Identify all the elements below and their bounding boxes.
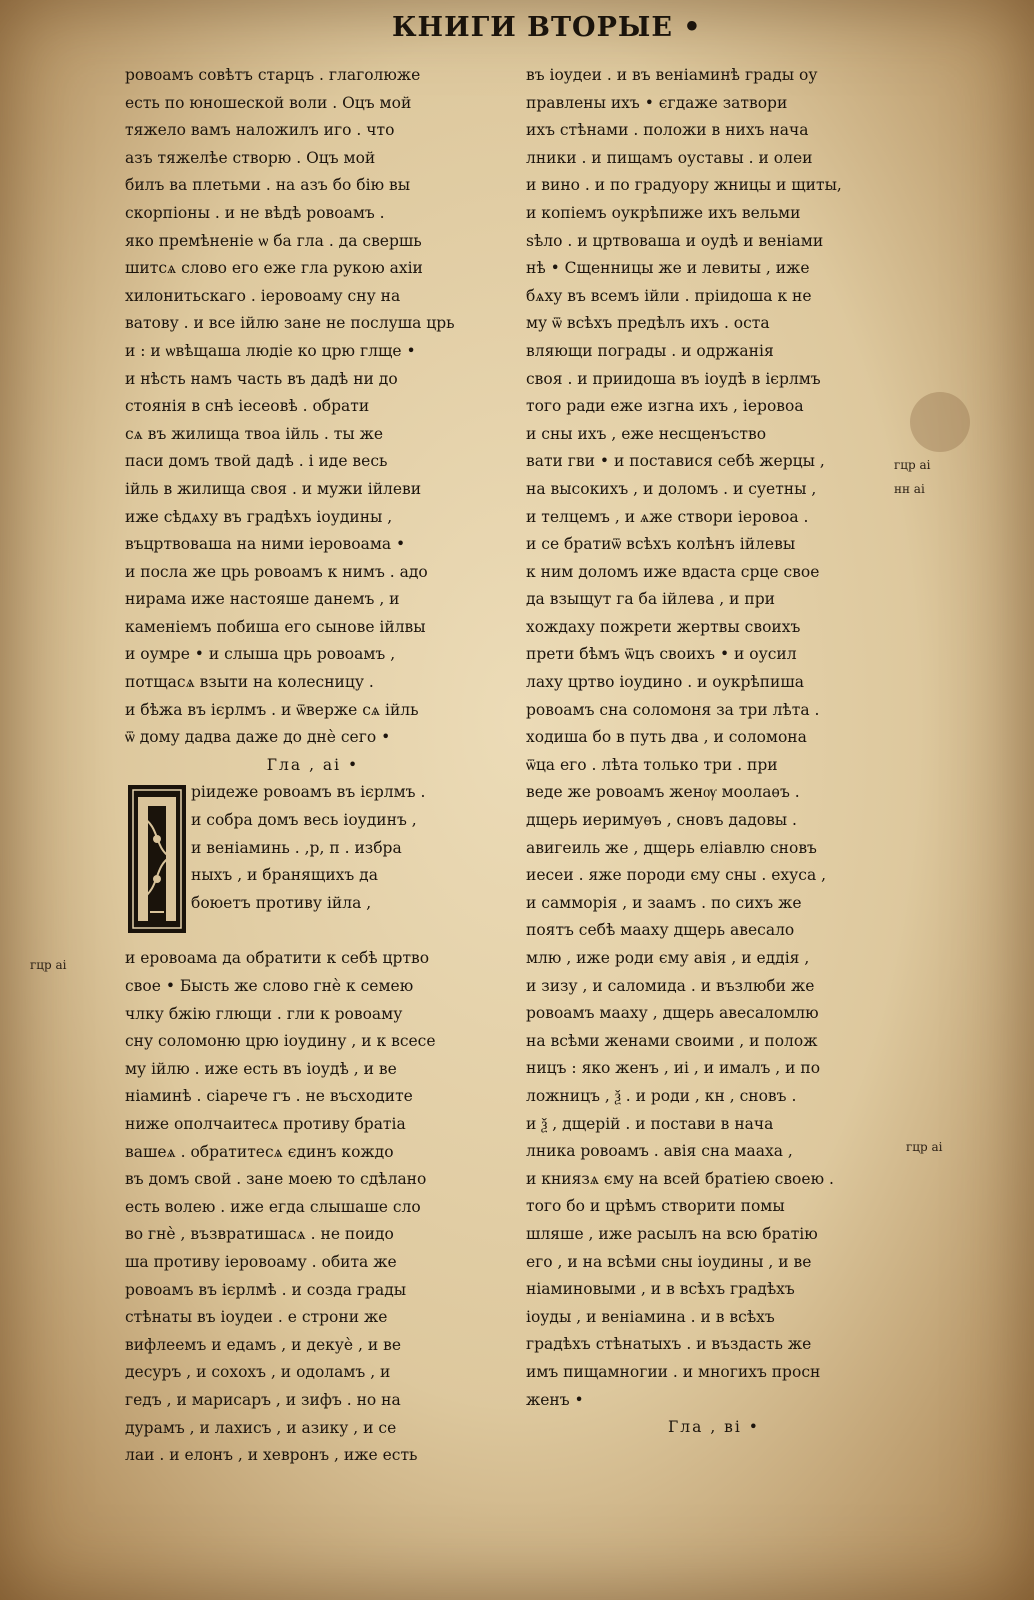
text-line: и сны ихъ , еже несщенъство [526,424,767,443]
text-line: шляше , иже расылъ на всю братію [526,1224,818,1243]
text-line: шитсѧ слово его еже гла рукою ахіи [125,259,423,278]
initial-adjacent-text [191,779,501,917]
text-line: билъ ва плетьми . на азъ бо бію вы [125,176,411,195]
text-line: иесеи . яже породи єму сны . ехуса , [526,866,827,885]
text-line: и се братиѿ всѣхъ колѣнъ ійлевы [526,535,796,554]
text-line: сну соломоню црю іоудину , и к всесе [125,1032,436,1051]
chapter-opening [125,779,501,945]
text-line: паси домъ твой дадѣ . і иде весь [125,452,388,471]
text-line: и еровоама да обратити к себѣ цртво [125,949,430,968]
text-line: ницъ : яко женъ , иі , и ималъ , и по [526,1059,821,1078]
text-line: ложницъ , ѯ . и роди , кн , сновъ . [526,1086,797,1105]
running-head: КНИГИ ВТОРЫЕ • [392,12,702,43]
text-line: въ іоудеи . и въ веніаминѣ грады оу [526,66,818,84]
text-line: во гнѐ , възвратишасѧ . не поидо [125,1225,394,1244]
text-line: азъ тяжелѣе створю . Оцъ мой [125,148,376,167]
text-line: иже сѣдѧху въ градѣхъ іоудины , [125,507,393,526]
text-line: тяжело вамъ наложилъ иго . что [125,121,395,140]
text-line: ріидеже ровоамъ въ ієрлмъ . [191,783,426,802]
text-line: ѿ дому дадва даже до днѐ сего • [125,728,391,747]
text-line: му ѿ всѣхъ предѣлъ ихъ . оста [526,314,770,333]
text-line: к ним доломъ иже вдаста срце свое [526,562,820,581]
text-line: лники . и пищамъ оуставы . и олеи [526,148,813,167]
text-line: яко премѣненіе ѡ ба гла . да свершь [125,231,422,250]
text-line: ниже ополчаитесѧ противу братіа [125,1115,406,1133]
text-line: и посла же црь ровоамъ к нимъ . адо [125,562,428,581]
text-line: ніаминовыми , и в всѣхъ градѣхъ [526,1280,795,1299]
text-line: и собра домъ весь іоудинъ , [191,811,417,830]
text-line: и веніаминь . ,р, п . избра [191,838,402,857]
right-column-text [526,62,902,1414]
text-line: ѕѣло . и цртвоваша и оудѣ и веніами [526,231,824,250]
text-line: ѿца его . лѣта только три . при [526,755,778,774]
water-stain [910,392,970,452]
margin-note-left: гцр аі [30,958,67,972]
text-line: и оумре • и слыша црь ровоамъ , [125,645,396,664]
text-line: члку бжію глющи . гли к ровоаму [125,1004,403,1023]
text-line: его , и на всѣми сны іоудины , и ве [526,1252,812,1271]
right-column [526,62,902,1442]
text-line: въ домъ свой . зане моею то сдѣлано [125,1170,427,1189]
text-line: дщерь иеримуѳъ , сновъ дадовы . [526,811,797,830]
text-line: поятъ себѣ мааху дщерь авесало [526,921,795,940]
text-line: гедъ , и марисаръ , и зифъ . но на [125,1390,401,1409]
text-line: іоуды , и веніамина . и в всѣхъ [526,1307,775,1326]
text-line: и копіемъ оукрѣпиже ихъ вельми [526,203,801,222]
text-line: и вино . и по градуору жницы и щиты, [526,176,842,195]
text-line: того ради еже изгна ихъ , іеровоа [526,397,804,416]
text-line: стоянія в снѣ іесеовѣ . обрати [125,397,370,416]
text-line: своя . и приидоша въ іоудѣ в ієрлмъ [526,369,821,388]
text-line: имъ пищамногии . и многихъ просн [526,1362,821,1381]
text-line: дурамъ , и лахисъ , и азику , и се [125,1418,397,1437]
margin-note-right-b: нн аі [894,482,925,496]
text-line: есть волею . иже егда слышаше сло [125,1197,421,1216]
text-line: каменіемъ побиша его сынове ійлвы [125,617,426,636]
left-column-top-text [125,62,501,752]
text-line: лника ровоамъ . авія сна мааха , [526,1142,793,1161]
text-line: скорпіоны . и не вѣдѣ ровоамъ . [125,203,385,222]
text-line: и ѯ , дщерій . и постави в нача [526,1114,774,1133]
text-line: хождаху пожрети жертвы своихъ [526,617,801,636]
text-line: ныхъ , и бранящихъ да [191,866,378,885]
decorated-initial-p-icon [128,785,186,933]
text-line: на высокихъ , и доломъ . и суетны , [526,479,817,498]
text-line: градѣхъ стѣнатыхъ . и въздасть же [526,1335,812,1354]
text-line: есть по юношеской воли . Оцъ мой [125,93,412,112]
text-line: женъ • [526,1390,584,1409]
margin-note-right-a: гцр аі [894,458,931,472]
text-line: да взыщут га ба ійлева , и при [526,590,775,609]
text-line: прети бѣмъ ѿцъ своихъ • и оусил [526,645,797,664]
left-column-bottom-text [125,945,501,1469]
text-line: ровоамъ мааху , дщерь авесаломлю [526,1004,819,1023]
text-line: и книязѧ єму на всей братіею своею . [526,1169,834,1188]
text-line: ійль в жилища своя . и мужи ійлеви [125,479,422,498]
text-line: ша противу іеровоаму . обита же [125,1252,397,1271]
text-line: ровоамъ сна соломоня за три лѣта . [526,700,820,719]
text-line: правлены ихъ • єгдаже затвори [526,93,788,112]
text-line: бѧху въ всемъ ійли . пріидоша к не [526,286,812,305]
text-line: ровоамъ совѣтъ старцъ . глаголюже [125,66,421,84]
text-line: свое • Бысть же слово гнѐ к семею [125,977,414,996]
text-line: вати гви • и поставися себѣ жерцы , [526,452,825,471]
text-line: ровоамъ въ ієрлмѣ . и созда грады [125,1280,407,1299]
text-line: и нѣсть намъ часть въ дадѣ ни до [125,369,398,388]
chapter-mark-12: Гла , ві • [668,1418,760,1437]
text-line: ватову . и все ійлю зане не послуша црь [125,314,455,333]
text-line: ніаминѣ . сіарече гъ . не въсходите [125,1087,413,1106]
text-line: ходиша бо в путь два , и соломона [526,728,807,747]
text-line: и : и ѡвѣщаша людіе ко црю глще • [125,341,416,360]
left-column [125,62,501,1470]
text-line: лаху цртво іоудино . и оукрѣпиша [526,673,805,692]
text-line: нѣ • Сщенницы же и левиты , иже [526,259,810,278]
text-line: стѣнаты въ іоудеи . е строни же [125,1308,388,1327]
chapter-mark-11: Гла , аі • [266,755,360,774]
text-line: млю , иже роди єму авія , и еддія , [526,949,810,967]
text-line: сѧ въ жилища твоа ійль . ты же [125,424,384,443]
text-line: десуръ , и сохохъ , и одоламъ , и [125,1363,391,1382]
text-line: вляющи пограды . и одржанія [526,341,774,360]
margin-note-right-lower: гцр аі [906,1140,943,1154]
text-line: нирама иже настояше данемъ , и [125,590,400,609]
text-line: на всѣми женами своими , и полож [526,1031,818,1050]
text-line: и самморія , и заамъ . по сихъ же [526,893,802,912]
text-line: му ійлю . иже есть въ іоудѣ , и ве [125,1059,397,1078]
text-line: лаи . и елонъ , и хевронъ , иже есть [125,1446,418,1465]
text-line: ихъ стѣнами . положи в нихъ нача [526,121,809,140]
text-line: авигеиль же , дщерь еліавлю сновъ [526,838,817,857]
text-line: того бо и црѣмъ створити помы [526,1197,785,1216]
text-line: вашеѧ . обратитесѧ єдинъ кождо [125,1142,394,1161]
text-line: веде же ровоамъ женѹ моолаѳъ . [526,783,800,802]
text-line: и зизу , и саломида . и възлюби же [526,976,815,995]
text-line: и телцемъ , и ѧже створи іеровоа . [526,507,809,526]
text-line: потщасѧ взыти на колесницу . [125,673,374,692]
text-line: хилонитьскаго . іеровоаму сну на [125,286,401,305]
text-line: и бѣжа въ ієрлмъ . и ѿверже сѧ ійль [125,700,419,719]
text-line: боюетъ противу ійла , [191,893,372,912]
text-line: въцртвоваша на ними іеровоама • [125,535,406,554]
text-line: вифлеемъ и едамъ , и декуѐ , и ве [125,1335,402,1354]
